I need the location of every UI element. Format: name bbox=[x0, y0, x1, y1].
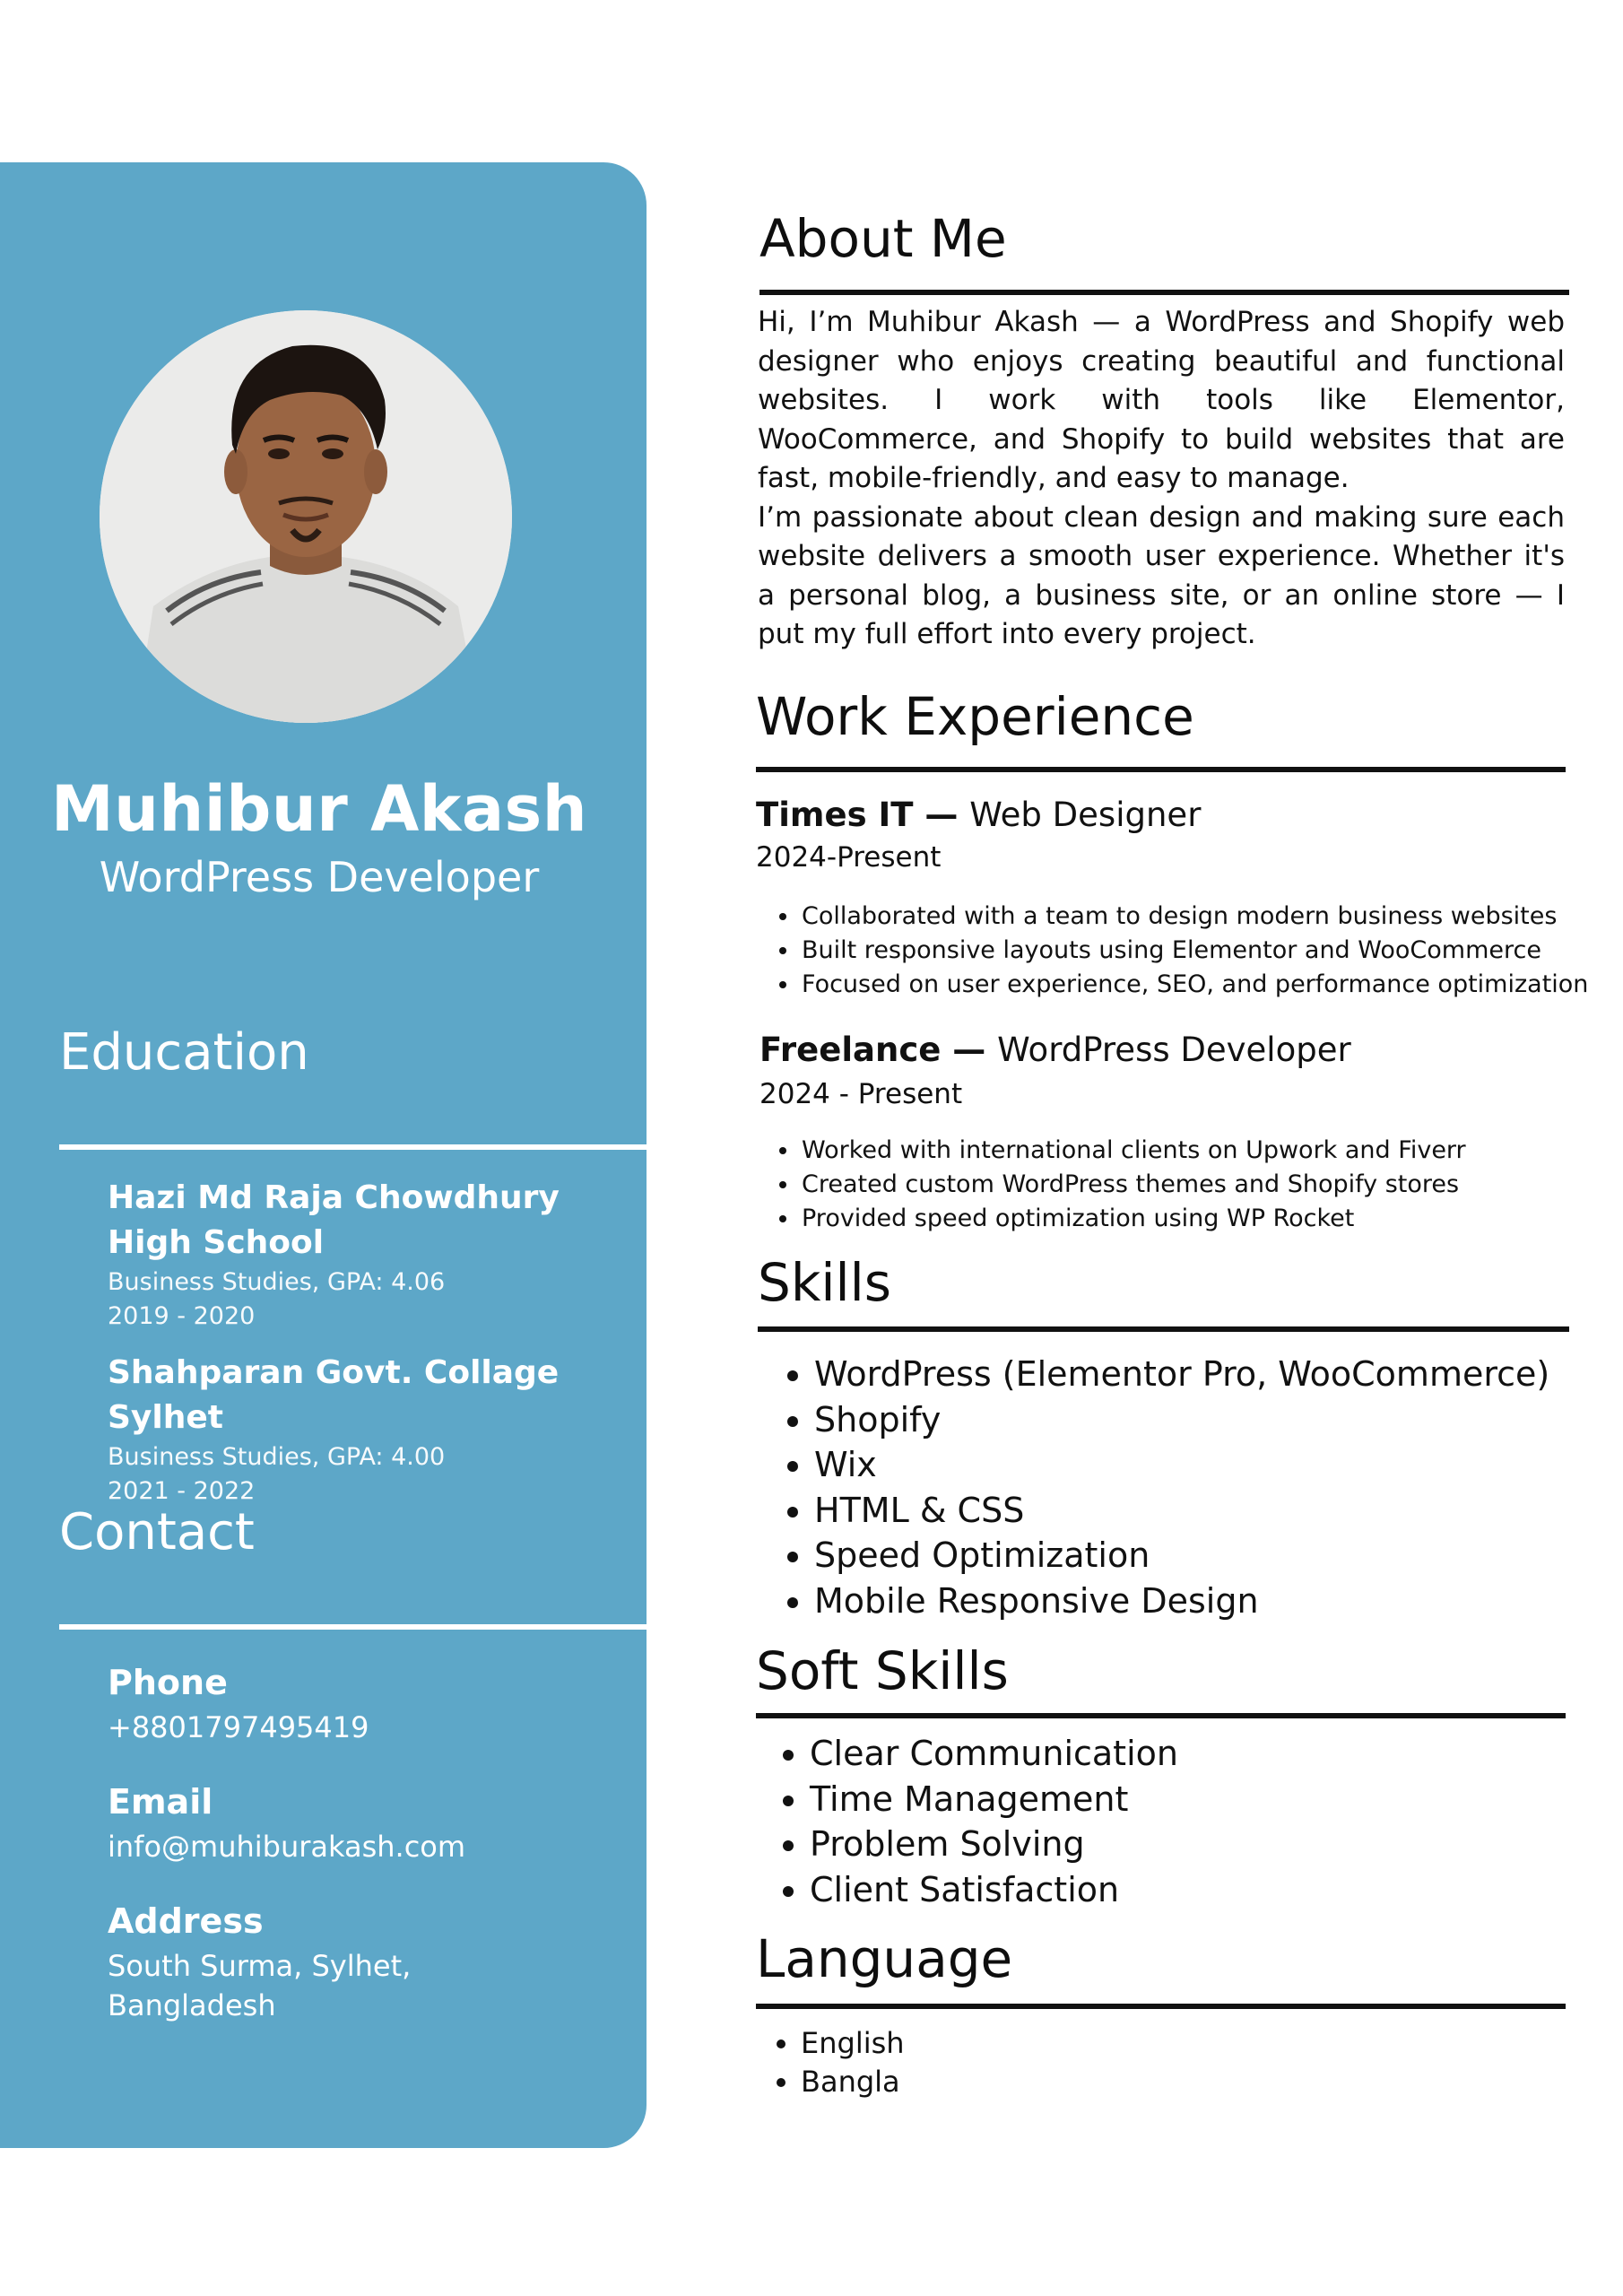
contact-address bbox=[108, 1896, 484, 2025]
education-detail: Business Studies, GPA: 4.06 bbox=[108, 1268, 446, 1296]
education-years: 2021 - 2022 bbox=[108, 1477, 256, 1505]
sidebar bbox=[0, 162, 647, 2148]
job-title bbox=[756, 795, 1201, 836]
about-paragraph: Hi, I’m Muhibur Akash — a WordPress and Shopify web designer who enjoys creating beautiful and functional websites. I work with tools like Elementor, WooCommerce, and Shopify to build websites that are fast, mobile-friendly, and easy to manage. bbox=[758, 306, 1565, 494]
education-detail: Business Studies, GPA: 4.00 bbox=[108, 1443, 446, 1471]
list-item: • Focused on user experience, SEO, and performance optimization bbox=[800, 968, 1588, 1002]
job-company: Freelance bbox=[759, 1031, 942, 1069]
list-item: • Created custom WordPress themes and Shopify stores bbox=[800, 1168, 1466, 1202]
soft-skills-heading: Soft Skills bbox=[756, 1640, 1009, 1701]
work-heading: Work Experience bbox=[756, 686, 1194, 747]
about-heading: About Me bbox=[759, 208, 1007, 269]
skills-heading: Skills bbox=[758, 1252, 891, 1313]
phone-label: Phone bbox=[108, 1663, 228, 1702]
phone-value[interactable]: +8801797495419 bbox=[108, 1710, 369, 1744]
job-title bbox=[759, 1030, 1351, 1071]
list-item: • Client Satisfaction bbox=[810, 1867, 1178, 1913]
contact-heading: Contact bbox=[59, 1503, 255, 1561]
list-item: • Wix bbox=[814, 1442, 1549, 1488]
job-separator: — bbox=[941, 1031, 998, 1069]
list-item: • Built responsive layouts using Elementor and WooCommerce bbox=[800, 934, 1588, 968]
job-company: Times IT bbox=[756, 796, 914, 834]
education-item bbox=[108, 1351, 610, 1509]
list-item: • English bbox=[801, 2024, 905, 2063]
profile-role: WordPress Developer bbox=[99, 853, 540, 901]
job-role: Web Designer bbox=[969, 796, 1202, 834]
email-value[interactable]: info@muhiburakash.com bbox=[108, 1830, 466, 1864]
about-divider bbox=[759, 290, 1569, 295]
job-dates: 2024-Present bbox=[756, 841, 942, 874]
skills-divider bbox=[758, 1326, 1569, 1332]
soft-skills-divider bbox=[756, 1713, 1566, 1718]
contact-email bbox=[108, 1777, 610, 1866]
address-value: South Surma, Sylhet, Bangladesh bbox=[108, 1949, 412, 2022]
list-item: • Problem Solving bbox=[810, 1822, 1178, 1867]
contact-phone bbox=[108, 1657, 610, 1747]
soft-skills-list bbox=[760, 1731, 1178, 1912]
list-item: • Speed Optimization bbox=[814, 1533, 1549, 1578]
language-list bbox=[759, 2024, 905, 2101]
list-item: • WordPress (Elementor Pro, WooCommerce) bbox=[814, 1352, 1549, 1397]
education-heading: Education bbox=[59, 1023, 309, 1082]
education-school: Shahparan Govt. Collage Sylhet bbox=[108, 1354, 560, 1436]
language-divider bbox=[756, 2004, 1566, 2009]
list-item: • Shopify bbox=[814, 1397, 1549, 1443]
job-role: WordPress Developer bbox=[997, 1031, 1351, 1069]
address-label: Address bbox=[108, 1901, 264, 1941]
list-item: • Time Management bbox=[810, 1777, 1178, 1822]
list-item: • Bangla bbox=[801, 2063, 905, 2101]
contact-divider bbox=[59, 1624, 647, 1630]
work-divider bbox=[756, 767, 1566, 772]
list-item: • Mobile Responsive Design bbox=[814, 1578, 1549, 1624]
language-heading: Language bbox=[756, 1928, 1013, 1989]
list-item: • Clear Communication bbox=[810, 1731, 1178, 1777]
job-separator: — bbox=[913, 796, 970, 834]
person-photo-icon bbox=[100, 310, 512, 723]
job-dates: 2024 - Present bbox=[759, 1078, 963, 1110]
job-bullets bbox=[758, 900, 1588, 1002]
education-years: 2019 - 2020 bbox=[108, 1302, 256, 1330]
profile-name: Muhibur Akash bbox=[50, 772, 588, 846]
profile-photo bbox=[100, 310, 512, 723]
list-item: • Provided speed optimization using WP Rocket bbox=[800, 1202, 1466, 1236]
education-school: Hazi Md Raja Chowdhury High School bbox=[108, 1179, 560, 1261]
email-label: Email bbox=[108, 1782, 213, 1822]
job-bullets bbox=[758, 1134, 1466, 1236]
about-text bbox=[758, 303, 1565, 655]
about-paragraph: I’m passionate about clean design and making sure each website delivers a smooth user experience. Whether it's a personal blog, a business site, or an online store — I put my full effort into every project. bbox=[758, 500, 1565, 650]
list-item: • Worked with international clients on Upwork and Fiverr bbox=[800, 1134, 1466, 1168]
skills-list bbox=[765, 1352, 1549, 1623]
education-divider bbox=[59, 1144, 647, 1150]
list-item: • Collaborated with a team to design modern business websites bbox=[800, 900, 1588, 934]
education-item bbox=[108, 1176, 610, 1334]
list-item: • HTML & CSS bbox=[814, 1488, 1549, 1534]
